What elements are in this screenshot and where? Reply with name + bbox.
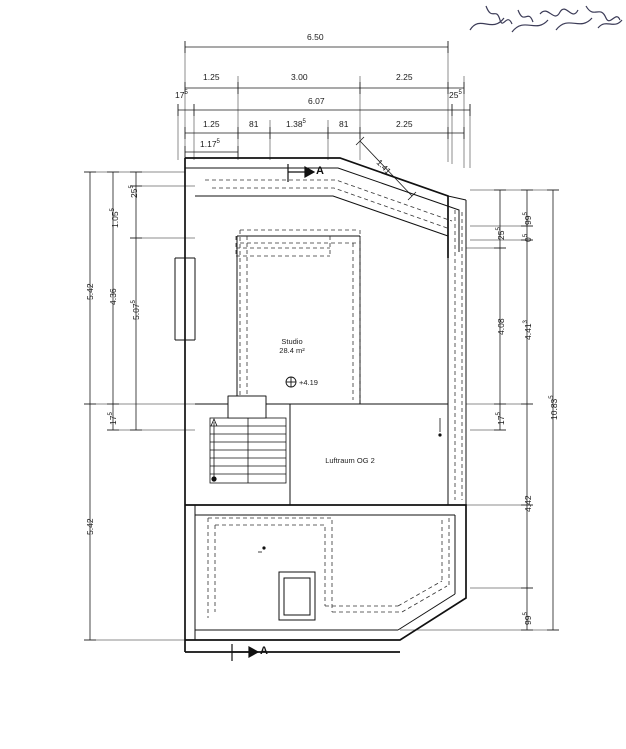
lower-fixture — [279, 572, 315, 620]
dim-right-4-41-3: 4.41$^3$ — [523, 320, 533, 340]
dim-top5-1-17-5: 1.17$^5$ — [200, 139, 220, 149]
dim-diagonal-1-41: 1.41 — [374, 157, 394, 177]
dim-top-1-25: 1.25 — [203, 72, 220, 82]
section-mark-a-bottom: A — [260, 645, 268, 657]
dim-left-4-36: 4.36 — [108, 288, 118, 305]
right-dimension-chains — [400, 190, 559, 630]
dim-top-2-25: 2.25 — [396, 72, 413, 82]
handwritten-signature — [470, 6, 622, 32]
dim-right-25-5: $25^5$ — [496, 227, 506, 240]
section-mark-a-top: A — [316, 165, 324, 177]
left-dimension-chains — [84, 172, 195, 640]
dim-right-0-5: $0^5$ — [523, 233, 533, 242]
dim-top4-1-25: 1.25 — [203, 119, 220, 129]
dim-top-6-50: 6.50 — [307, 32, 324, 42]
dim-top4-2-25: 2.25 — [396, 119, 413, 129]
section-arrow-bottom — [232, 644, 258, 661]
building-outline — [185, 158, 466, 652]
room-label-studio — [262, 337, 322, 356]
dim-top4-1-38-5: 1.38$^5$ — [286, 119, 306, 129]
level-symbol — [286, 377, 296, 387]
dim-left-17-5: $17^5$ — [108, 412, 118, 425]
dim-left-25-5: $25^5$ — [129, 185, 139, 198]
staircase — [210, 396, 286, 483]
dim-right-4-08: 4.08 — [496, 318, 506, 335]
room-area-studio: 28.4 m² — [279, 346, 305, 356]
level-label-studio: +4.19 — [299, 378, 318, 387]
dim-left-1-05-5: 1.05$^5$ — [110, 208, 120, 228]
dim-right-4-42: 4.42 — [523, 495, 533, 512]
dim-left-5-42-bottom: 5.42 — [85, 518, 95, 535]
section-arrow-top — [288, 164, 314, 182]
dim-right-99-5a: $99^5$ — [523, 212, 533, 225]
dim-left-5-42-top: 5.42 — [85, 283, 95, 300]
dim-right-10-83-5: 10.83$^5$ — [549, 395, 559, 420]
room-label-luftraum: Luftraum OG 2 — [325, 456, 375, 465]
dim-top-25-5: $25^5$ — [449, 90, 462, 100]
dim-left-5-07-5: 5.07$^5$ — [131, 300, 141, 320]
dim-top-6-07: 6.07 — [308, 96, 325, 106]
dim-right-99-5b: $99^5$ — [523, 612, 533, 625]
dim-top-17-5: $17^5$ — [175, 90, 188, 100]
dim-top4-81b: 81 — [339, 119, 349, 129]
room-name-studio: Studio — [281, 337, 303, 346]
dim-right-17-5: $17^5$ — [496, 412, 506, 425]
wall-lines — [175, 168, 466, 640]
dim-top-3-00: 3.00 — [291, 72, 308, 82]
dim-top4-81a: 81 — [249, 119, 259, 129]
